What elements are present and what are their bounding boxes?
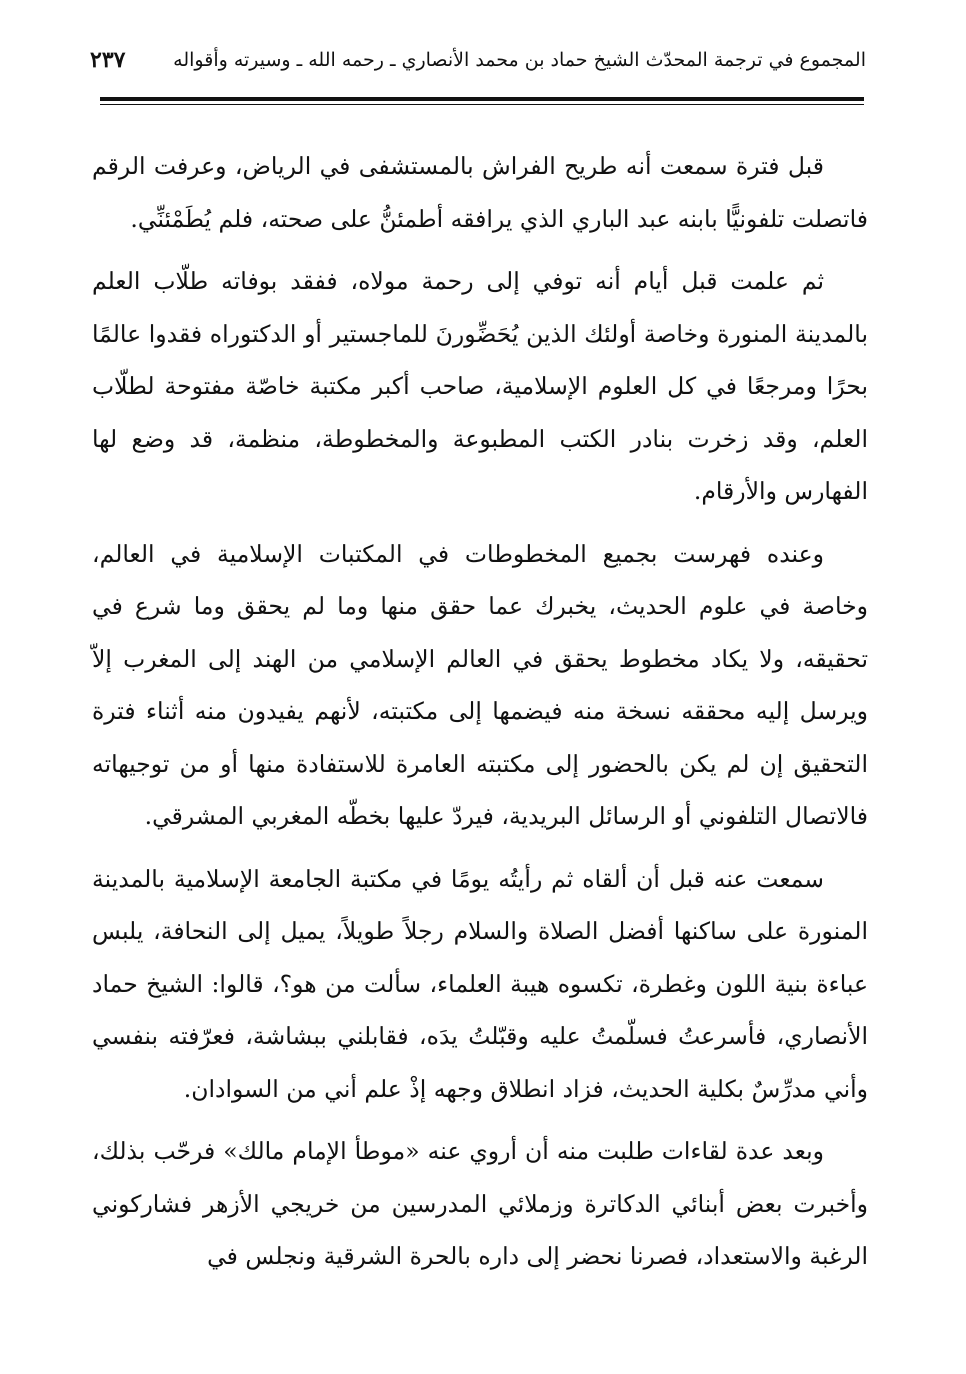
header-rule-thin (100, 104, 864, 105)
header-title: المجموع في ترجمة المحدّث الشيخ حماد بن محمد الأنصاري ـ رحمه الله ـ وسيرته وأقواله (173, 49, 866, 71)
paragraph-manuscript-index: وعنده فهرست بجميع المخطوطات في المكتبات الإسلامية في العالم، وخاصة في علوم الحديث، يخبرك عما حقق منها وما لم يحقق وما شرع في تحقيقه، ولا يكاد مخطوط يحقق في العالم الإسلامي من الهند إلى المغرب إلاّ ويرسل إليه محققه نسخة منه فيضمها إلى مكتبته، لأنهم يفيدون منه أثناء فترة التحقيق إن لم يكن بالحضور إلى مكتبته العامرة للاستفادة منها أو من توجيهاته فالاتصال التلفوني أو الرسائل البريدية، فيردّ عليها بخطّه المغربي المشرقي. (92, 539, 868, 830)
body-text (92, 140, 868, 1283)
paragraph-death-news: ثم علمت قبل أيام أنه توفي إلى رحمة مولاه، ففقد بوفاته طلّاب العلم بالمدينة المنورة وخاصة أولئك الذين يُحَضِّورنَ للماجستير أو الدكتوراه فقدوا عالمًا بحرًا ومرجعًا في كل العلوم الإسلامية، صاحب أكبر مكتبة خاصّة مفتوحة لطلّاب العلم، وقد زخرت بنادر الكتب المطبوعة والمخطوطة، منظمة، قد وضع لها الفهارس والأرقام. (92, 267, 868, 505)
running-header (90, 40, 866, 80)
page-number: ٢٣٧ (90, 47, 126, 73)
paragraph-hospital-news: قبل فترة سمعت أنه طريح الفراش بالمستشفى في الرياض، وعرفت الرقم فاتصلت تلفونيًّا بابنه عبد الباري الذي يرافقه أطمئنُّ على صحته، فلم يُطَمْئنِّي. (92, 152, 868, 233)
header-rule-thick (100, 97, 864, 101)
paragraph-first-meeting: سمعت عنه قبل أن ألقاه ثم رأيتُه يومًا في مكتبة الجامعة الإسلامية بالمدينة المنورة على ساكنها أفضل الصلاة والسلام رجلاً طويلاً، يميل إلى النحافة، يلبس عباءة بنية اللون وغطرة، تكسوه هيبة العلماء، سألت من هو؟، قالوا: الشيخ حماد الأنصاري، فأسرعتُ فسلّمتُ عليه وقبّلتُ يدَه، فقابلني ببشاشة، فعرّفته بنفسي وأني مدرِّسٌ بكلية الحديث، فزاد انطلاق وجهه إذْ علم أني من السوادان. (92, 864, 868, 1103)
paragraph-muwatta-request: وبعد عدة لقاءات طلبت منه أن أروي عنه «موطأ الإمام مالك» فرحّب بذلك، وأخبرت بعض أبنائي الدكاترة وزملائي المدرسين من خريجي الأزهر فشاركوني الرغبة والاستعداد، فصرنا نحضر إلى داره بالحرة الشرقية ونجلس في (92, 1137, 868, 1270)
